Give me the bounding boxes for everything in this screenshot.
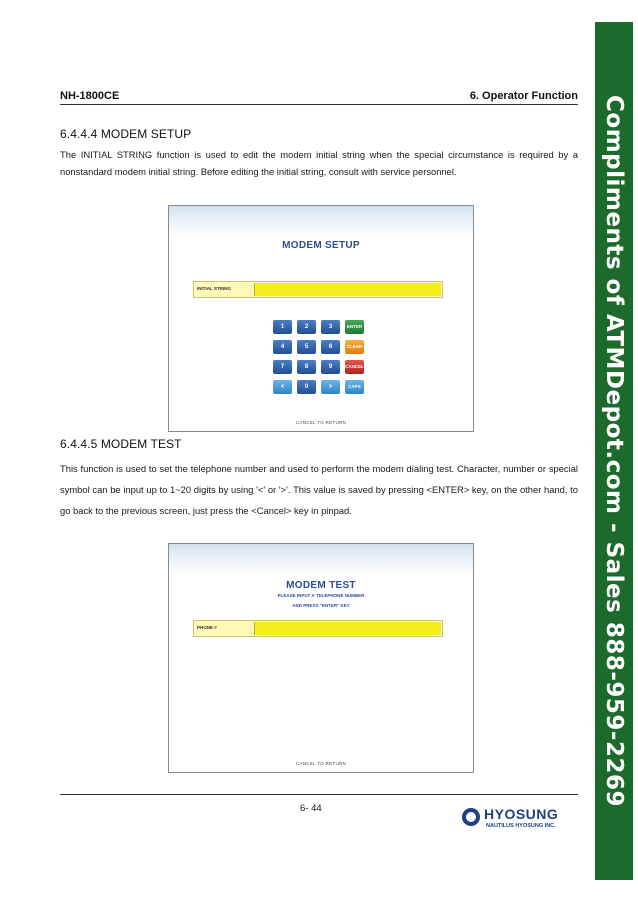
key-cancel[interactable]: CANCEL: [345, 360, 364, 374]
section-title-modem-setup: 6.4.4.4 MODEM SETUP: [60, 127, 192, 141]
screen-footer: CANCEL TO RETURN: [295, 761, 347, 766]
logo-brand: HYOSUNG: [484, 806, 559, 822]
key-6[interactable]: 6: [321, 340, 340, 354]
screen-title: MODEM SETUP: [282, 240, 360, 251]
field-label: PHONE #: [197, 625, 217, 630]
key-8[interactable]: 8: [297, 360, 316, 374]
promo-banner-text: Compliments of ATMDepot.com - Sales 888-959-2269: [601, 95, 627, 807]
key-2[interactable]: 2: [297, 320, 316, 334]
header-divider: [60, 104, 578, 105]
screen-subtitle-1: PLEASE INPUT A TELEPHONE NUMBER: [277, 593, 365, 598]
chapter-title: 6. Operator Function: [469, 90, 578, 102]
key-7[interactable]: 7: [273, 360, 292, 374]
modem-setup-screen: [168, 205, 474, 432]
key-4[interactable]: 4: [273, 340, 292, 354]
screen-subtitle-2: AND PRESS "ENTER" KEY: [292, 603, 350, 608]
promo-banner: [595, 22, 633, 880]
hyosung-logo-icon: [462, 808, 480, 826]
key-9[interactable]: 9: [321, 360, 340, 374]
key-caps[interactable]: CAPS: [345, 380, 364, 394]
key-1[interactable]: 1: [273, 320, 292, 334]
section-body-modem-setup: The INITIAL STRING function is used to edit the modem initial string when the special circumstance is required by a nonstandard modem initial string. Before editing the initial string, consult with service personnel.: [60, 149, 578, 177]
key-left[interactable]: <: [273, 380, 292, 394]
initial-string-input[interactable]: [254, 283, 441, 296]
key-3[interactable]: 3: [321, 320, 340, 334]
key-right[interactable]: >: [321, 380, 340, 394]
phone-number-input[interactable]: [254, 622, 441, 635]
section-body-modem-test: This function is used to set the telephone number and used to perform the modem dialing test. Character, number or special symbol can be input up to 1~20 digits by using '<' or '>'. This value is saved by pressing <ENTER> key, on the other hand, to go back to the previous screen, just press the <Cancel> key in pinpad.: [60, 463, 578, 516]
logo-subtitle: NAUTILUS HYOSUNG INC.: [486, 823, 556, 829]
hyosung-logo: [462, 806, 580, 836]
initial-string-row: [193, 281, 443, 298]
key-enter[interactable]: ENTER: [345, 320, 364, 334]
page-number: 6- 44: [300, 803, 322, 814]
modem-test-screen: [168, 543, 474, 773]
doc-model: NH-1800CE: [60, 90, 120, 102]
key-5[interactable]: 5: [297, 340, 316, 354]
screen-title: MODEM TEST: [286, 580, 356, 591]
field-label: INITIAL STRING: [197, 286, 231, 291]
screen-footer: CANCEL TO RETURN: [295, 420, 347, 425]
section-title-modem-test: 6.4.4.5 MODEM TEST: [60, 437, 182, 451]
phone-number-row: [193, 620, 443, 637]
footer-divider: [60, 794, 578, 795]
key-clear[interactable]: CLEAR: [345, 340, 364, 354]
key-0[interactable]: 0: [297, 380, 316, 394]
